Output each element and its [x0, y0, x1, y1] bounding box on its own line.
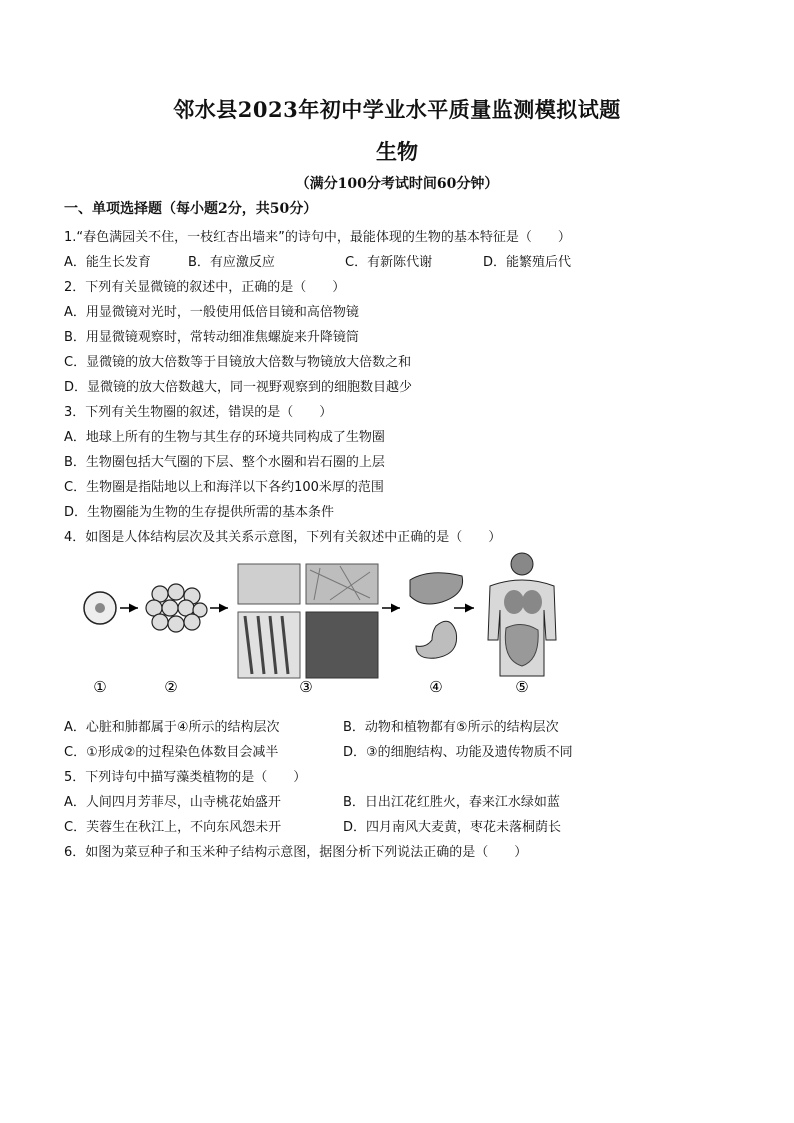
q5-option-b: B．日出江花红胜火，春来江水绿如蓝 [343, 795, 560, 810]
question-6-stem: 6．如图为菜豆种子和玉米种子结构示意图，据图分析下列说法正确的是（ ） [64, 845, 528, 860]
cell-cluster-icon [146, 584, 207, 632]
exam-title: 邻水县2023年初中学业水平质量监测模拟试题 [173, 97, 621, 122]
exam-info: （满分100分考试时间60分钟） [295, 176, 499, 192]
question-4-stem: 4．如图是人体结构层次及其关系示意图，下列有关叙述中正确的是（ ） [64, 530, 502, 545]
figure-label-1: ① [93, 678, 107, 696]
question-1-stem: 1.“春色满园关不住，一枝红杏出墙来”的诗句中，最能体现的生物的基本特征是（ ） [64, 230, 571, 245]
body-structure-diagram [70, 550, 590, 700]
cell-icon [84, 592, 116, 624]
organs-icon [410, 573, 463, 658]
q1-option-d: D．能繁殖后代 [483, 255, 572, 270]
q3-option-b: B．生物圈包括大气圈的下层、整个水圈和岩石圈的上层 [64, 455, 385, 470]
figure-label-4: ④ [429, 678, 443, 696]
q2-option-a: A．用显微镜对光时，一般使用低倍目镜和高倍物镜 [64, 305, 359, 320]
section-heading: 一、单项选择题（每小题2分，共50分） [64, 201, 318, 217]
q2-option-c: C．显微镜的放大倍数等于目镜放大倍数与物镜放大倍数之和 [64, 355, 412, 370]
q2-option-d: D．显微镜的放大倍数越大，同一视野观察到的细胞数目越少 [64, 380, 413, 395]
q4-option-c: C．①形成②的过程染色体数目会减半 [64, 745, 279, 760]
q3-option-d: D．生物圈能为生物的生存提供所需的基本条件 [64, 505, 335, 520]
figure-label-5: ⑤ [515, 678, 529, 696]
q5-option-c: C．芙蓉生在秋江上，不向东风怨未开 [64, 820, 282, 835]
tissue-samples-icon [238, 564, 378, 678]
figure-label-2: ② [164, 678, 178, 696]
q3-option-c: C．生物圈是指陆地以上和海洋以下各约100米厚的范围 [64, 480, 384, 495]
q5-option-a: A．人间四月芳菲尽，山寺桃花始盛开 [64, 795, 281, 810]
question-3-stem: 3．下列有关生物圈的叙述，错误的是（ ） [64, 405, 333, 420]
human-body-icon [488, 553, 556, 676]
q1-option-c: C．有新陈代谢 [345, 255, 433, 270]
q1-option-b: B．有应激反应 [188, 255, 275, 270]
q4-option-b: B．动物和植物都有⑤所示的结构层次 [343, 720, 559, 735]
question-5-stem: 5．下列诗句中描写藻类植物的是（ ） [64, 770, 307, 785]
q4-option-a: A．心脏和肺都属于④所示的结构层次 [64, 720, 280, 735]
question-2-stem: 2．下列有关显微镜的叙述中，正确的是（ ） [64, 280, 346, 295]
q3-option-a: A．地球上所有的生物与其生存的环境共同构成了生物圈 [64, 430, 385, 445]
q2-option-b: B．用显微镜观察时，常转动细准焦螺旋来升降镜筒 [64, 330, 359, 345]
subject-title: 生物 [376, 139, 418, 164]
q5-option-d: D．四月南风大麦黄，枣花未落桐荫长 [343, 820, 562, 835]
q4-option-d: D．③的细胞结构、功能及遗传物质不同 [343, 745, 573, 760]
q1-option-a: A．能生长发育 [64, 255, 151, 270]
figure-label-3: ③ [299, 678, 313, 696]
